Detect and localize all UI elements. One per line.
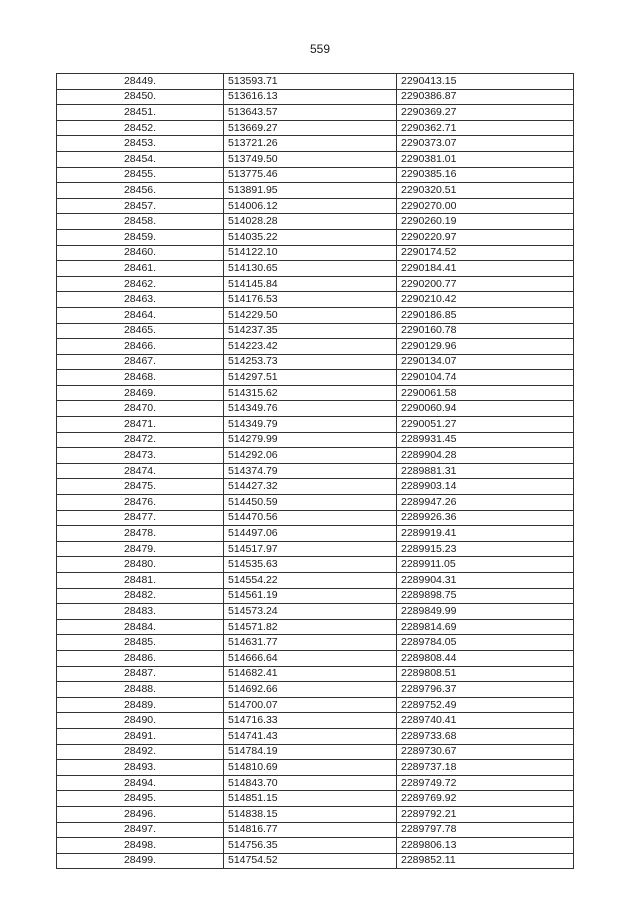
point-number-cell: 28485. [57, 635, 224, 651]
point-number-cell: 28484. [57, 619, 224, 635]
table-row [57, 760, 574, 776]
y-coordinate-cell: 2290184.41 [397, 261, 574, 277]
x-coordinate-cell: 514700.07 [224, 697, 397, 713]
x-coordinate-cell: 514843.70 [224, 775, 397, 791]
point-number-cell: 28497. [57, 822, 224, 838]
table-row [57, 151, 574, 167]
y-coordinate-cell: 2289808.44 [397, 650, 574, 666]
x-coordinate-cell: 514035.22 [224, 229, 397, 245]
x-coordinate-cell: 514374.79 [224, 463, 397, 479]
x-coordinate-cell: 514427.32 [224, 479, 397, 495]
table-row [57, 650, 574, 666]
y-coordinate-cell: 2289796.37 [397, 682, 574, 698]
y-coordinate-cell: 2290381.01 [397, 151, 574, 167]
point-number-cell: 28456. [57, 183, 224, 199]
point-number-cell: 28466. [57, 339, 224, 355]
table-row [57, 89, 574, 105]
table-row [57, 245, 574, 261]
table-row [57, 339, 574, 355]
point-number-cell: 28471. [57, 417, 224, 433]
y-coordinate-cell: 2290186.85 [397, 307, 574, 323]
point-number-cell: 28487. [57, 666, 224, 682]
point-number-cell: 28459. [57, 229, 224, 245]
x-coordinate-cell: 514851.15 [224, 791, 397, 807]
table-row [57, 479, 574, 495]
table-row [57, 604, 574, 620]
y-coordinate-cell: 2289915.23 [397, 541, 574, 557]
y-coordinate-cell: 2289792.21 [397, 806, 574, 822]
table-row [57, 744, 574, 760]
point-number-cell: 28496. [57, 806, 224, 822]
table-row [57, 775, 574, 791]
point-number-cell: 28474. [57, 463, 224, 479]
point-number-cell: 28499. [57, 853, 224, 869]
point-number-cell: 28483. [57, 604, 224, 620]
table-row [57, 183, 574, 199]
y-coordinate-cell: 2290385.16 [397, 167, 574, 183]
point-number-cell: 28476. [57, 495, 224, 511]
point-number-cell: 28469. [57, 385, 224, 401]
point-number-cell: 28463. [57, 292, 224, 308]
x-coordinate-cell: 514176.53 [224, 292, 397, 308]
point-number-cell: 28488. [57, 682, 224, 698]
y-coordinate-cell: 2289784.05 [397, 635, 574, 651]
point-number-cell: 28449. [57, 74, 224, 90]
point-number-cell: 28465. [57, 323, 224, 339]
y-coordinate-cell: 2289752.49 [397, 697, 574, 713]
x-coordinate-cell: 514631.77 [224, 635, 397, 651]
table-row [57, 136, 574, 152]
y-coordinate-cell: 2290386.87 [397, 89, 574, 105]
table-row [57, 354, 574, 370]
table-row [57, 526, 574, 542]
point-number-cell: 28461. [57, 261, 224, 277]
x-coordinate-cell: 514666.64 [224, 650, 397, 666]
y-coordinate-cell: 2290200.77 [397, 276, 574, 292]
x-coordinate-cell: 514349.79 [224, 417, 397, 433]
table-row [57, 214, 574, 230]
point-number-cell: 28498. [57, 838, 224, 854]
x-coordinate-cell: 514571.82 [224, 619, 397, 635]
x-coordinate-cell: 514682.41 [224, 666, 397, 682]
y-coordinate-cell: 2289749.72 [397, 775, 574, 791]
table-row [57, 557, 574, 573]
y-coordinate-cell: 2289814.69 [397, 619, 574, 635]
y-coordinate-cell: 2289852.11 [397, 853, 574, 869]
y-coordinate-cell: 2289808.51 [397, 666, 574, 682]
table-row [57, 666, 574, 682]
table-row [57, 167, 574, 183]
y-coordinate-cell: 2290270.00 [397, 198, 574, 214]
y-coordinate-cell: 2289737.18 [397, 760, 574, 776]
table-row [57, 822, 574, 838]
x-coordinate-cell: 514006.12 [224, 198, 397, 214]
point-number-cell: 28460. [57, 245, 224, 261]
y-coordinate-cell: 2289740.41 [397, 713, 574, 729]
x-coordinate-cell: 514292.06 [224, 448, 397, 464]
table-row [57, 495, 574, 511]
x-coordinate-cell: 514535.63 [224, 557, 397, 573]
y-coordinate-cell: 2289730.67 [397, 744, 574, 760]
x-coordinate-cell: 514561.19 [224, 588, 397, 604]
y-coordinate-cell: 2290320.51 [397, 183, 574, 199]
x-coordinate-cell: 514450.59 [224, 495, 397, 511]
table-row [57, 385, 574, 401]
table-row [57, 713, 574, 729]
x-coordinate-cell: 514349.76 [224, 401, 397, 417]
x-coordinate-cell: 513749.50 [224, 151, 397, 167]
y-coordinate-cell: 2290260.19 [397, 214, 574, 230]
point-number-cell: 28450. [57, 89, 224, 105]
point-number-cell: 28491. [57, 728, 224, 744]
x-coordinate-cell: 514784.19 [224, 744, 397, 760]
y-coordinate-cell: 2290104.74 [397, 370, 574, 386]
y-coordinate-cell: 2290060.94 [397, 401, 574, 417]
table-row [57, 307, 574, 323]
x-coordinate-cell: 513593.71 [224, 74, 397, 90]
x-coordinate-cell: 513616.13 [224, 89, 397, 105]
page-number: 559 [309, 42, 331, 56]
y-coordinate-cell: 2290061.58 [397, 385, 574, 401]
x-coordinate-cell: 514237.35 [224, 323, 397, 339]
table-row [57, 432, 574, 448]
y-coordinate-cell: 2289769.92 [397, 791, 574, 807]
point-number-cell: 28492. [57, 744, 224, 760]
x-coordinate-cell: 514130.65 [224, 261, 397, 277]
x-coordinate-cell: 513669.27 [224, 120, 397, 136]
point-number-cell: 28475. [57, 479, 224, 495]
y-coordinate-cell: 2289931.45 [397, 432, 574, 448]
y-coordinate-cell: 2290210.42 [397, 292, 574, 308]
table-row [57, 292, 574, 308]
y-coordinate-cell: 2290129.96 [397, 339, 574, 355]
y-coordinate-cell: 2290369.27 [397, 105, 574, 121]
point-number-cell: 28489. [57, 697, 224, 713]
table-row [57, 791, 574, 807]
x-coordinate-cell: 514315.62 [224, 385, 397, 401]
x-coordinate-cell: 514741.43 [224, 728, 397, 744]
y-coordinate-cell: 2289919.41 [397, 526, 574, 542]
point-number-cell: 28455. [57, 167, 224, 183]
table-row [57, 619, 574, 635]
x-coordinate-cell: 514028.28 [224, 214, 397, 230]
point-number-cell: 28457. [57, 198, 224, 214]
x-coordinate-cell: 514470.56 [224, 510, 397, 526]
x-coordinate-cell: 514554.22 [224, 573, 397, 589]
x-coordinate-cell: 513891.95 [224, 183, 397, 199]
table-row [57, 105, 574, 121]
y-coordinate-cell: 2289926.36 [397, 510, 574, 526]
x-coordinate-cell: 514716.33 [224, 713, 397, 729]
table-row [57, 682, 574, 698]
x-coordinate-cell: 514816.77 [224, 822, 397, 838]
x-coordinate-cell: 513643.57 [224, 105, 397, 121]
point-number-cell: 28490. [57, 713, 224, 729]
coordinate-table-body [57, 74, 574, 869]
table-row [57, 541, 574, 557]
table-row [57, 401, 574, 417]
y-coordinate-cell: 2290413.15 [397, 74, 574, 90]
table-row [57, 448, 574, 464]
y-coordinate-cell: 2290220.97 [397, 229, 574, 245]
x-coordinate-cell: 514253.73 [224, 354, 397, 370]
point-number-cell: 28494. [57, 775, 224, 791]
table-row [57, 120, 574, 136]
table-row [57, 229, 574, 245]
x-coordinate-cell: 514573.24 [224, 604, 397, 620]
y-coordinate-cell: 2290373.07 [397, 136, 574, 152]
y-coordinate-cell: 2289898.75 [397, 588, 574, 604]
x-coordinate-cell: 514692.66 [224, 682, 397, 698]
x-coordinate-cell: 514754.52 [224, 853, 397, 869]
point-number-cell: 28473. [57, 448, 224, 464]
point-number-cell: 28464. [57, 307, 224, 323]
y-coordinate-cell: 2289904.28 [397, 448, 574, 464]
table-row [57, 370, 574, 386]
y-coordinate-cell: 2290362.71 [397, 120, 574, 136]
table-row [57, 588, 574, 604]
point-number-cell: 28467. [57, 354, 224, 370]
x-coordinate-cell: 514810.69 [224, 760, 397, 776]
x-coordinate-cell: 514122.10 [224, 245, 397, 261]
x-coordinate-cell: 514223.42 [224, 339, 397, 355]
y-coordinate-cell: 2289947.26 [397, 495, 574, 511]
y-coordinate-cell: 2290160.78 [397, 323, 574, 339]
point-number-cell: 28479. [57, 541, 224, 557]
table-row [57, 323, 574, 339]
table-row [57, 635, 574, 651]
table-row [57, 573, 574, 589]
y-coordinate-cell: 2290134.07 [397, 354, 574, 370]
point-number-cell: 28472. [57, 432, 224, 448]
point-number-cell: 28470. [57, 401, 224, 417]
point-number-cell: 28495. [57, 791, 224, 807]
point-number-cell: 28458. [57, 214, 224, 230]
x-coordinate-cell: 514229.50 [224, 307, 397, 323]
table-row [57, 697, 574, 713]
point-number-cell: 28482. [57, 588, 224, 604]
y-coordinate-cell: 2289797.78 [397, 822, 574, 838]
table-row [57, 463, 574, 479]
x-coordinate-cell: 513775.46 [224, 167, 397, 183]
point-number-cell: 28468. [57, 370, 224, 386]
table-row [57, 838, 574, 854]
table-row [57, 510, 574, 526]
point-number-cell: 28481. [57, 573, 224, 589]
y-coordinate-cell: 2289733.68 [397, 728, 574, 744]
y-coordinate-cell: 2290174.52 [397, 245, 574, 261]
point-number-cell: 28454. [57, 151, 224, 167]
y-coordinate-cell: 2290051.27 [397, 417, 574, 433]
table-row [57, 806, 574, 822]
table-row [57, 74, 574, 90]
x-coordinate-cell: 513721.26 [224, 136, 397, 152]
point-number-cell: 28493. [57, 760, 224, 776]
x-coordinate-cell: 514517.97 [224, 541, 397, 557]
y-coordinate-cell: 2289881.31 [397, 463, 574, 479]
point-number-cell: 28462. [57, 276, 224, 292]
y-coordinate-cell: 2289911.05 [397, 557, 574, 573]
y-coordinate-cell: 2289903.14 [397, 479, 574, 495]
point-number-cell: 28451. [57, 105, 224, 121]
table-row [57, 853, 574, 869]
x-coordinate-cell: 514838.15 [224, 806, 397, 822]
table-row [57, 198, 574, 214]
table-row [57, 261, 574, 277]
table-row [57, 276, 574, 292]
x-coordinate-cell: 514145.84 [224, 276, 397, 292]
coordinate-table [56, 73, 574, 869]
x-coordinate-cell: 514279.99 [224, 432, 397, 448]
y-coordinate-cell: 2289904.31 [397, 573, 574, 589]
y-coordinate-cell: 2289849.99 [397, 604, 574, 620]
table-row [57, 728, 574, 744]
point-number-cell: 28477. [57, 510, 224, 526]
point-number-cell: 28480. [57, 557, 224, 573]
x-coordinate-cell: 514756.35 [224, 838, 397, 854]
point-number-cell: 28452. [57, 120, 224, 136]
table-row [57, 417, 574, 433]
point-number-cell: 28453. [57, 136, 224, 152]
y-coordinate-cell: 2289806.13 [397, 838, 574, 854]
point-number-cell: 28478. [57, 526, 224, 542]
x-coordinate-cell: 514497.06 [224, 526, 397, 542]
x-coordinate-cell: 514297.51 [224, 370, 397, 386]
point-number-cell: 28486. [57, 650, 224, 666]
